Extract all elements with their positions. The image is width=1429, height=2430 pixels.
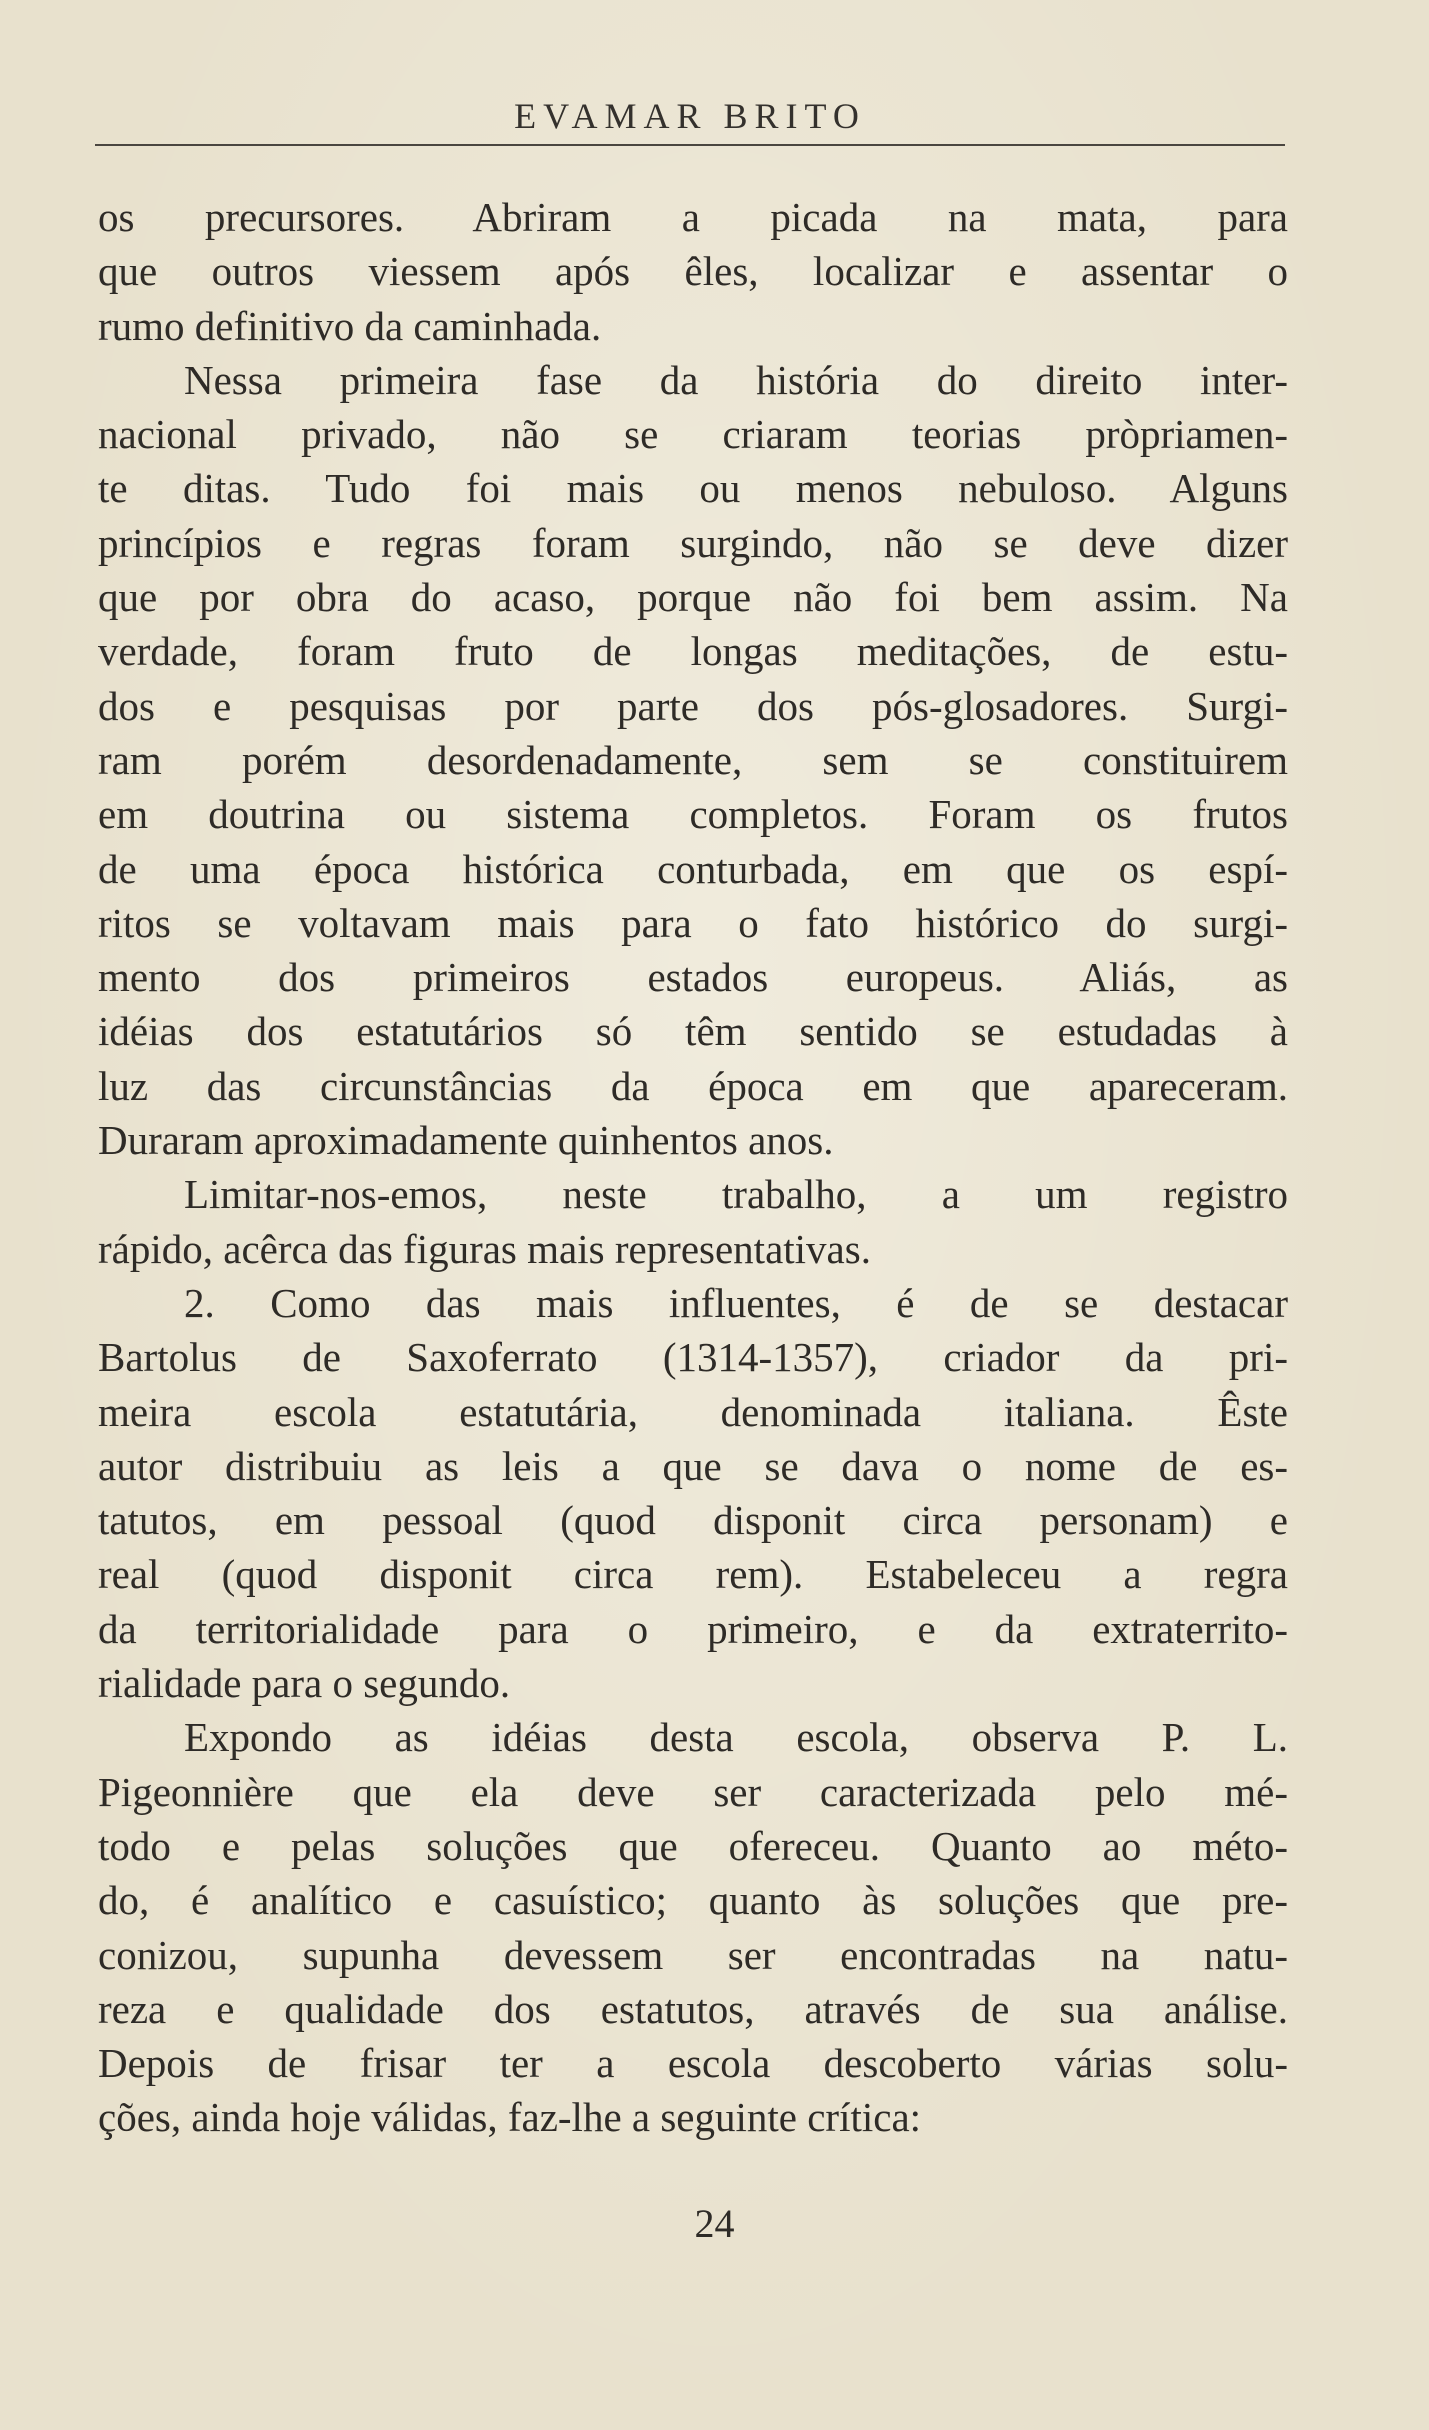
text-line: idéias dos estatutários só têm sentido se estudadas à xyxy=(98,1008,1288,1055)
text-line: verdade, foram fruto de longas meditações, de estu- xyxy=(98,628,1288,675)
text-line: Bartolus de Saxoferrato (1314-1357), criador da pri- xyxy=(98,1334,1288,1381)
text-line: os precursores. Abriram a picada na mata, para xyxy=(98,194,1288,240)
text-line: mento dos primeiros estados europeus. Aliás, as xyxy=(98,954,1288,1001)
paragraph-4 xyxy=(98,1276,1288,1710)
text-line: luz das circunstâncias da época em que apareceram. xyxy=(98,1062,1288,1109)
text-line: rumo definitivo da caminhada. xyxy=(98,302,602,349)
text-line: conizou, supunha devessem ser encontradas na natu- xyxy=(98,1931,1288,1978)
text-line: 2. Como das mais influentes, é de se destacar xyxy=(184,1279,1288,1326)
paragraph-5 xyxy=(98,1710,1288,2144)
text-line: de uma época histórica conturbada, em que os espí- xyxy=(98,845,1288,892)
text-line: rápido, acêrca das figuras mais representativas. xyxy=(98,1225,871,1272)
text-line: que por obra do acaso, porque não foi bem assim. Na xyxy=(98,574,1288,621)
text-line: Nessa primeira fase da história do direito inter- xyxy=(184,356,1288,403)
text-line: que outros viessem após êles, localizar e assentar o xyxy=(98,248,1288,295)
page-number: 24 xyxy=(694,2201,735,2246)
text-line: tatutos, em pessoal (quod disponit circa personam) e xyxy=(98,1497,1288,1544)
text-line: todo e pelas soluções que ofereceu. Quanto ao méto- xyxy=(98,1822,1288,1869)
paragraph-3 xyxy=(98,1167,1288,1276)
text-line: autor distribuiu as leis a que se dava o nome de es- xyxy=(98,1442,1288,1489)
text-line: ções, ainda hoje válidas, faz-lhe a seguinte crítica: xyxy=(98,2094,922,2141)
text-line: real (quod disponit circa rem). Estabeleceu a regra xyxy=(98,1551,1288,1598)
text-line: Limitar-nos-emos, neste trabalho, a um registro xyxy=(184,1171,1288,1218)
text-line: ritos se voltavam mais para o fato histórico do surgi- xyxy=(98,899,1288,946)
body-text xyxy=(98,190,1288,2145)
text-line: Pigeonnière que ela deve ser caracterizada pelo mé- xyxy=(98,1768,1288,1815)
text-line: dos e pesquisas por parte dos pós-glosadores. Surgi- xyxy=(98,682,1288,729)
text-line: ram porém desordenadamente, sem se constituirem xyxy=(98,736,1288,783)
text-line: Expondo as idéias desta escola, observa P. L. xyxy=(184,1714,1288,1761)
text-line: princípios e regras foram surgindo, não se deve dizer xyxy=(98,519,1288,566)
text-line: rialidade para o segundo. xyxy=(98,1660,511,1707)
header-rule xyxy=(95,144,1285,146)
text-line: Depois de frisar ter a escola descoberto várias solu- xyxy=(98,2040,1288,2087)
running-head: EVAMAR BRITO xyxy=(514,96,866,136)
text-line: da territorialidade para o primeiro, e da extraterrito- xyxy=(98,1605,1288,1652)
text-line: do, é analítico e casuístico; quanto às soluções que pre- xyxy=(98,1877,1288,1924)
text-line: reza e qualidade dos estatutos, através de sua análise. xyxy=(98,1985,1288,2032)
paragraph-1 xyxy=(98,190,1288,353)
text-line: Duraram aproximadamente quinhentos anos. xyxy=(98,1117,834,1164)
paragraph-2 xyxy=(98,353,1288,1167)
text-line: meira escola estatutária, denominada italiana. Êste xyxy=(98,1388,1288,1435)
text-line: em doutrina ou sistema completos. Foram os frutos xyxy=(98,791,1288,838)
text-line: te ditas. Tudo foi mais ou menos nebuloso. Alguns xyxy=(98,465,1288,512)
text-line: nacional privado, não se criaram teorias pròpriamen- xyxy=(98,411,1288,458)
